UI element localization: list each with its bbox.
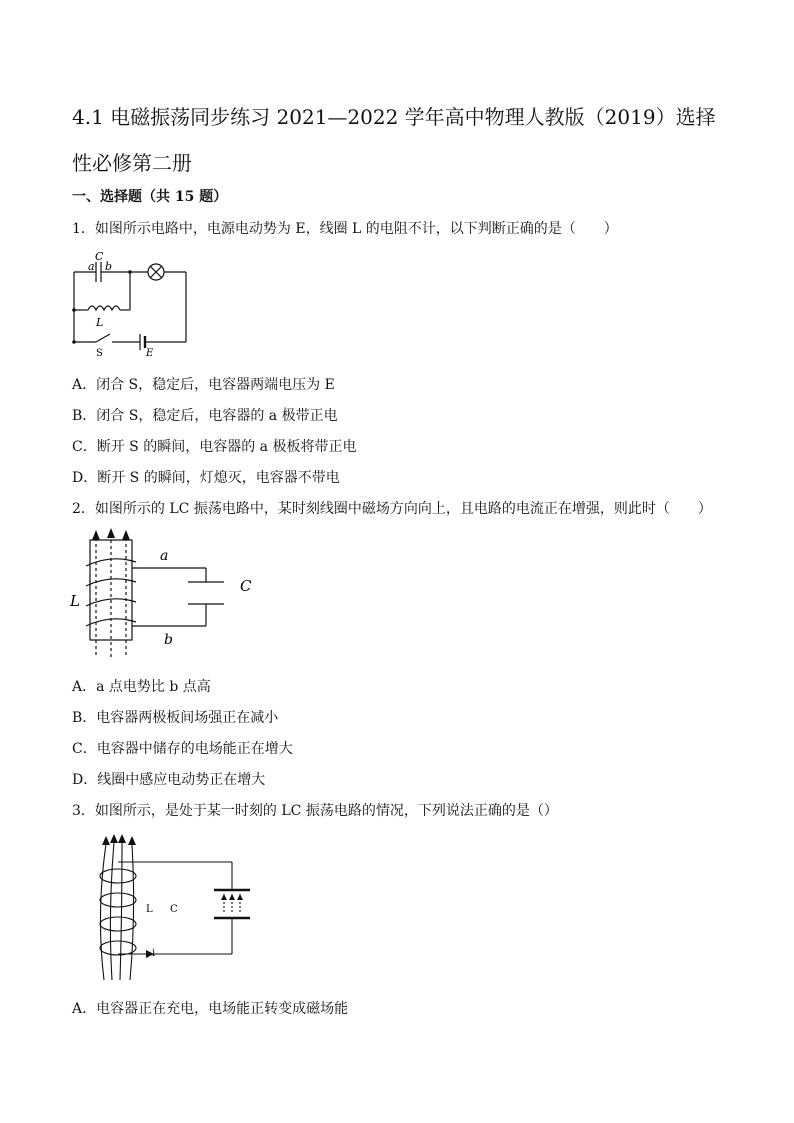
question-1-option-b: B．闭合 S，稳定后，电容器的 a 极带正电: [72, 408, 338, 424]
q1-label-L: L: [96, 316, 104, 329]
question-2-option-d: D．线圈中感应电动势正在增大: [72, 772, 266, 788]
q3-label-C: C: [170, 904, 178, 915]
question-1-option-a: A．闭合 S，稳定后，电容器两端电压为 E: [72, 377, 335, 393]
question-3-option-a: A．电容器正在充电，电场能正转变成磁场能: [72, 1001, 349, 1017]
q2-label-C: C: [240, 577, 252, 595]
question-1-figure: [68, 250, 198, 360]
q1-label-E: E: [146, 348, 154, 359]
question-2-option-b: B．电容器两极板间场强正在减小: [72, 710, 279, 726]
question-1-option-c: C．断开 S 的瞬间，电容器的 a 极板将带正电: [72, 439, 357, 455]
doc-title-line2: 性必修第二册: [72, 151, 192, 175]
question-2-option-c: C．电容器中储存的电场能正在增大: [72, 741, 293, 757]
q2-label-L: L: [70, 592, 80, 610]
q1-label-S: S: [96, 348, 103, 359]
q1-label-a: a: [88, 260, 95, 273]
question-2-option-a: A．a 点电势比 b 点高: [72, 679, 211, 695]
q3-label-L: L: [146, 904, 153, 915]
q1-label-C: C: [95, 250, 104, 263]
question-2-figure: [68, 528, 268, 663]
question-3-stem: 3．如图所示，是处于某一时刻的 LC 振荡电路的情况，下列说法正确的是（）: [72, 803, 558, 819]
question-1-option-d: D．断开 S 的瞬间，灯熄灭，电容器不带电: [72, 470, 340, 486]
q2-label-a: a: [160, 548, 169, 564]
q2-label-b: b: [164, 632, 173, 648]
question-2-stem: 2．如图所示的 LC 振荡电路中，某时刻线圈中磁场方向向上，且电路的电流正在增强，则此时（ ）: [72, 501, 712, 517]
doc-title-line1: 4.1 电磁振荡同步练习 2021—2022 学年高中物理人教版（2019）选择: [72, 105, 716, 129]
question-3-figure: [90, 834, 260, 984]
section-heading: 一、选择题（共 15 题）: [72, 189, 228, 205]
q3-label-i: i: [152, 948, 156, 959]
question-1-stem: 1．如图所示电路中，电源电动势为 E，线圈 L 的电阻不计，以下判断正确的是（ ）: [72, 221, 618, 237]
q1-label-b: b: [105, 260, 113, 273]
